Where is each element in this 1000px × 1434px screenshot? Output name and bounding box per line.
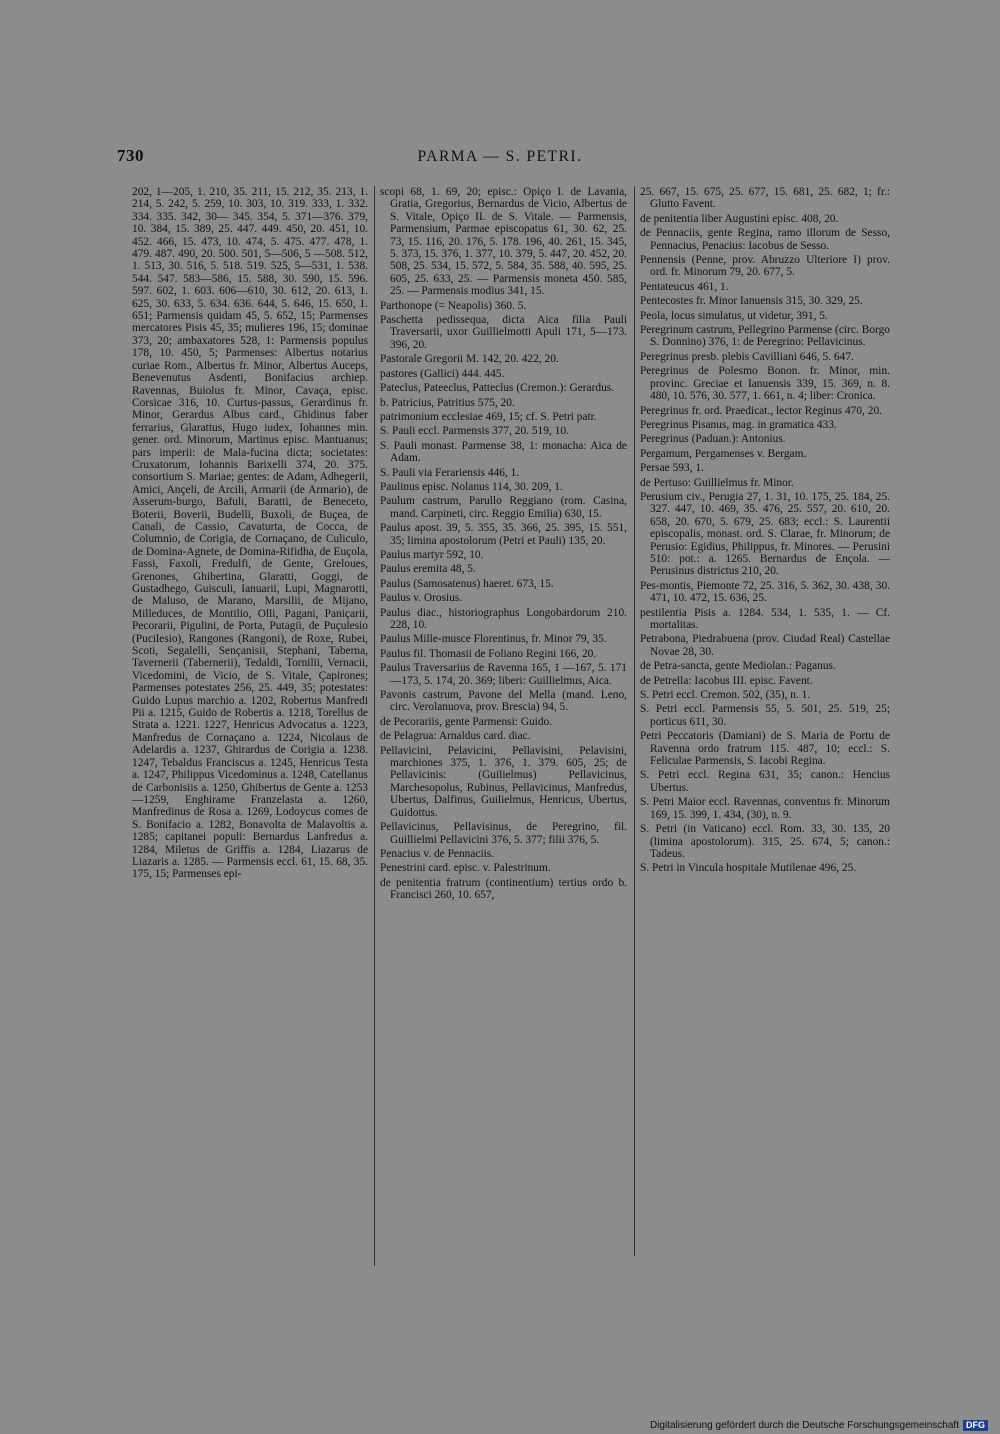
index-entry: de Pertuso: Guillielmus fr. Minor. xyxy=(640,476,794,489)
index-entry: Persae 593, 1. xyxy=(640,462,704,475)
index-column-1 xyxy=(132,186,368,881)
index-entry: Pastorale Gregorii M. 142, 20. 422, 20. xyxy=(380,353,559,366)
index-entry: Pellavicini, Pelavicini, Pellavisini, Pelavisini, marchiones 375, 1. 376, 1. 379. 605, 25; de Pellavicinis: (Guilielmus) Pellavicinus, Marchesopolus, Rubinus, Pellavicinus, Manfredus, Ubertus, Dalfinus, Guilielmus, Henricus, Ubertus, Guidottus. xyxy=(380,744,627,819)
index-entry: Paulus fil. Thomasii de Foliano Regini 166, 20. xyxy=(380,647,597,660)
index-entry: Pavonis castrum, Pavone del Mella (mand. Leno, circ. Verolanuova, prov. Brescia) 94, 5. xyxy=(380,689,627,714)
index-entry: Perusium civ., Perugia 27, 1. 31, 10. 175, 25. 184, 25. 327. 447, 10. 469, 35. 476, 25. 557, 20. 610, 20. 658, 20. 670, 5. 679, 25. 683; eccl.: S. Laurentii episcopalis, monast. ord. S. Clarae, fr. Minorum; de Perusio: Egidius, Philippus, fr. Minores. — Perusini 510: pot.: a. 1265. Bernardus de Ençola. — Perusinus districtus 210, 20. xyxy=(640,490,890,578)
index-entry: Paulum castrum, Parullo Reggiano (rom. Casina, mand. Carpineti, circ. Reggio Emilia) 630, 15. xyxy=(380,495,627,520)
column-rule-1 xyxy=(374,186,375,1266)
index-entry: Pentecostes fr. Minor Ianuensis 315, 30. 329, 25. xyxy=(640,295,863,308)
index-entry: Petrabona, Piedrabuena (prov. Ciudad Real) Castellae Novae 28, 30. xyxy=(640,633,890,658)
index-entry: S. Pauli via Ferariensis 446, 1. xyxy=(380,466,520,479)
index-entry: de penitentia fratrum (continentium) tertius ordo b. Francisci 260, 10. 657, xyxy=(380,876,627,902)
index-column-2 xyxy=(380,186,627,904)
index-column-3 xyxy=(640,186,890,877)
index-entry: S. Petri (in Vaticano) eccl. Rom. 33, 30. 135, 20 (limina apostolorum). 315, 25. 674, 5; canon.: Tadeus. xyxy=(640,823,890,860)
index-entry: Pellavicinus, Pellavisinus, de Peregrino, fil. Guillielmi Pellavicini 376, 5. 377; filii 376, 5. xyxy=(380,821,627,846)
index-entry: Paulus eremita 48, 5. xyxy=(380,563,476,576)
index-entry: S. Petri eccl. Parmensis 55, 5. 501, 25. 519, 25; porticus 611, 30. xyxy=(640,703,890,728)
index-entry: Paschetta pedissequa, dicta Aica filia Pauli Traversarii, uxor Guillielmotti Apuli 171, 5—173. 396, 20. xyxy=(380,314,627,351)
running-title: PARMA — S. PETRI. xyxy=(417,148,583,165)
index-entry: S. Pauli eccl. Parmensis 377, 20. 519, 10. xyxy=(380,425,569,438)
index-entry: Paulus martyr 592, 10. xyxy=(380,548,484,561)
index-entry: scopi 68, 1. 69, 20; episc.: Opiço I. de Lavania, Gratia, Gregorius, Bernardus de Vicio, Albertus de S. Vitale, Opiço II. de S. Vitale. — Parmensis, Parmensium, Parmae episcopatus 61, 30. 62, 25. 73, 15. 116, 20. 176, 5. 178. 196, 40. 261, 15. 345, 5. 373, 15. 376, 1. 377, 10. 379, 5. 447, 20. 452, 20. 508, 25. 534, 15. 572, 5. 584, 35. 588, 40. 595, 25. 605, 25. 633, 25. — Parmensis moneta 450. 585, 25. — Parmensis modius 341, 15. xyxy=(380,186,627,298)
index-entry: S. Pauli monast. Parmense 38, 1: monacha: Aica de Adam. xyxy=(380,439,627,465)
index-entry: Paulus v. Orosius. xyxy=(380,592,463,605)
index-entry: 25. 667, 15. 675, 25. 677, 15. 681, 25. 682, 1; fr.: Glutto Favent. xyxy=(640,186,890,211)
index-entry: Peregrinum castrum, Pellegrino Parmense (circ. Borgo S. Donnino) 376, 1: de Peregrino: Pellavicinus. xyxy=(640,324,890,349)
index-entry: Paulus (Samosatenus) haeret. 673, 15. xyxy=(380,577,554,590)
index-entry: de Pecorariis, gente Parmensi: Guido. xyxy=(380,715,553,728)
column-rule-2 xyxy=(634,186,635,1256)
footer-text: Digitalisierung gefördert durch die Deutsche Forschungsgemeinschaft xyxy=(649,1420,959,1431)
index-entry: de Petrella: Iacobus III. episc. Favent. xyxy=(640,674,813,687)
index-entry: de penitentia liber Augustini episc. 408, 20. xyxy=(640,212,839,225)
index-entry: S. Petri eccl. Cremon. 502, (35), n. 1. xyxy=(640,689,811,702)
index-entry: Pateclus, Pateeclus, Patteclus (Cremon.): Gerardus. xyxy=(380,382,615,395)
index-entry: Penestrini card. episc. v. Palestrinum. xyxy=(380,862,551,875)
index-entry: Peregrinus presb. plebis Cavilliani 646, 5. 647. xyxy=(640,350,854,363)
index-entry: S. Petri Maior eccl. Ravennas, conventus fr. Minorum 169, 15. 399, 1. 434, (30), n. 9. xyxy=(640,796,890,821)
index-entry: pestilentia Pisis a. 1284. 534, 1. 535, 1. — Cf. mortalitas. xyxy=(640,606,890,631)
dfg-logo: DFG xyxy=(963,1420,988,1431)
index-entry: Paulus apost. 39, 5. 355, 35. 366, 25. 395, 15. 551, 35; limina apostolorum (Petri et Pauli) 135, 20. xyxy=(380,522,627,547)
index-entry: Pennensis (Penne, prov. Abruzzo Ulteriore I) prov. ord. fr. Minorum 79, 20. 677, 5. xyxy=(640,254,890,279)
page-number: 730 xyxy=(117,146,144,165)
index-entry: Peregrinus de Polesmo Bonon. fr. Minor, min. provinc. Greciae et Ianuensis 339, 15. 369, n. 8. 480, 10. 576, 30. 577, 1. 661, n. 4; liber: Cronica. xyxy=(640,365,890,403)
index-entry: Paulus Traversarius de Ravenna 165, 1 —167, 5. 171—173, 5. 174, 20. 369; liberi: Guillielmus, Aica. xyxy=(380,662,627,687)
index-entry: Peola, locus simulatus, ut videtur, 391, 5. xyxy=(640,309,828,322)
index-entry: Pes-montis, Piemonte 72, 25. 316, 5. 362, 30. 438, 30. 471, 10. 472, 15. 636, 25. xyxy=(640,579,890,605)
index-entry: Pentateucus 461, 1. xyxy=(640,280,729,293)
index-entry: patrimonium ecclesiae 469, 15; cf. S. Petri patr. xyxy=(380,410,597,423)
index-entry: Penacius v. de Pennaciis. xyxy=(380,847,495,860)
index-entry: S. Petri in Vincula hospitale Mutilenae 496, 25. xyxy=(640,862,857,875)
index-entry: Paulus diac., historiographus Longobardorum 210. 228, 10. xyxy=(380,606,627,631)
index-entry: 202, 1—205, 1. 210, 35. 211, 15. 212, 35. 213, 1. 214, 5. 242, 5. 259, 10. 303, 10. 319. 333, 1. 332. 334. 335. 342, 30— 345. 354, 5. 371—376. 379, 10. 384, 15. 389, 25. 447. 449. 450, 20. 451, 10. 452. 466, 15. 473, 10. 474, 5. 475. 477. 478, 1. 479. 487. 490, 20. 500. 501, 5—506, 5 —508. 512, 1. 513, 30. 516, 5. 518. 519. 525, 5—531, 1. 538. 544. 547. 583—586, 15. 588, 30. 590, 15. 596. 597. 602, 1. 603. 606—610, 30. 612, 20. 613, 1. 625, 30. 633, 5. 634. 636. 644, 5. 646, 15. 650, 1. 651; Parmensis quidam 45, 5. 652, 15; Parmenses mercatores Pisis 45, 35; mulieres 196, 15; dominae 373, 20; ambaxatores 528, 1: Parmensis populus 178, 10. 450, 5; Parmenses: Albertus notarius curiae Rom., Albertus fr. Minor, Albertus Auceps, Benevenutus Asdenti, Bonifacius archiep. Ravennas, Buiolus fr. Minor, Cavaça, episc. Corsicae 316, 10. Curtus-passus, Gerardinus fr. Minor, Gerardus Albus card., Ghidinus faber ferrarius, Glarattus, Hugo iudex, Iohannes min. gener. ord. Minorum, Martinus episc. Mantuanus; pars imperii: de Mala-fucina dicta; societates: Cruxatorum, Iohannis Barixelli 374, 20. 375. consortium S. Mariae; gentes: de Adam, Adhegerii, Amici, Ançeli, de Arcili, Armarii (de Armario), de Asserum-burgo, Bafuli, Baratti, de Beneceto, Boterii, Boverii, Budelli, Buxoli, de Buçea, de Canali, de Cassio, Cavaturta, de Cocca, de Columnio, de Corigia, de Cornaçano, de Culiculo, de Domina-Agnete, de Domina-Rifidha, de Euçola, Fassi, Faxoli, Fredulfi, de Gente, Greloues, Grenones, Ghibertina, Glaratti, Goggi, de Gustadhego, Guisculi, Ianuarii, Lupi, Magnarotti, de Maluso, de Marano, Marsilii, de Mijano, Milleduces, de Montilio, Olli, Pagani, Paniçarii, Pecorarii, Pigulini, de Porta, Putagii, de Puçulesio (Pucilesio), Rangones (Rangoni), de Roxe, Rubei, Scoti, Segalelli, Sençanisii, Stephani, Taberna, Tavernerii (Tabernerii), Tedaldi, Tornilii, Vernacii, Vicedomini, de Vicio, de S. Vitale, Çapirones; Parmenses potestates 256, 25. 449, 35; potestates: Guido Lupus marchio a. 1202, Robertus Manfredi Pii a. 1215, Guido de Robertis a. 1218, Torellus de Strata a. 1221. 1227, Henricus Advocatus a. 1223, Manfredus de Cornaçano a. 1224, Nicolaus de Adelardis a. 1237, Ghirardus de Corigia a. 1238. 1247, Tebaldus Franciscus a. 1245, Henricus Testa a. 1247, Philippus Vicedominus a. 1248, Catellanus de Carbonisiis a. 1250, Ghibertus de Gente a. 1253—1259, Enghirame Franzelasta a. 1260, Manfredinus de Rosa a. 1269, Lodoycus comes de S. Bonifacio a. 1282, Bonavolta de Malavoltis a. 1285; capitanei populi: Bernardus Lanfredus a. 1284, Miletus de Griffis a. 1284, Liazarus de Liazaris a. 1285. — Parmensis eccl. 61, 15. 68, 35. 175, 15; Parmenses epi- xyxy=(132,186,368,881)
index-entry: b. Patricius, Patritius 575, 20. xyxy=(380,396,515,409)
index-entry: Paulinus episc. Nolanus 114, 30. 209, 1. xyxy=(380,480,563,493)
footer-credit xyxy=(650,1420,988,1431)
index-entry: de Petra-sancta, gente Mediolan.: Paganus. xyxy=(640,660,836,673)
index-entry: Peregrinus (Paduan.): Antonius. xyxy=(640,433,786,446)
index-entry: Peregrinus fr. ord. Praedicat., lector Reginus 470, 20. xyxy=(640,404,882,417)
index-entry: Petri Peccatoris (Damiani) de S. Maria de Portu de Ravenna ordo fratrum 115. 487, 10; eccl.: S. Feliculae Parmensis, S. Iacobi Regina. xyxy=(640,730,890,768)
index-entry: S. Petri eccl. Regina 631, 35; canon.: Hencius Ubertus. xyxy=(640,769,890,794)
index-entry: Pergamum, Pergamenses v. Bergam. xyxy=(640,447,807,460)
index-entry: Peregrinus Pisanus, mag. in gramatica 433. xyxy=(640,418,837,431)
index-entry: Parthonope (= Neapolis) 360. 5. xyxy=(380,299,527,312)
index-entry: de Pennaciis, gente Regina, ramo illorum de Sesso, Pennacius, Penacius: Iacobus de Sesso. xyxy=(640,227,890,252)
index-entry: pastores (Gallici) 444. 445. xyxy=(380,367,505,380)
index-entry: Paulus Mille-musce Florentinus, fr. Minor 79, 35. xyxy=(380,633,607,646)
index-entry: de Pelagrua: Arnaldus card. diac. xyxy=(380,730,531,743)
